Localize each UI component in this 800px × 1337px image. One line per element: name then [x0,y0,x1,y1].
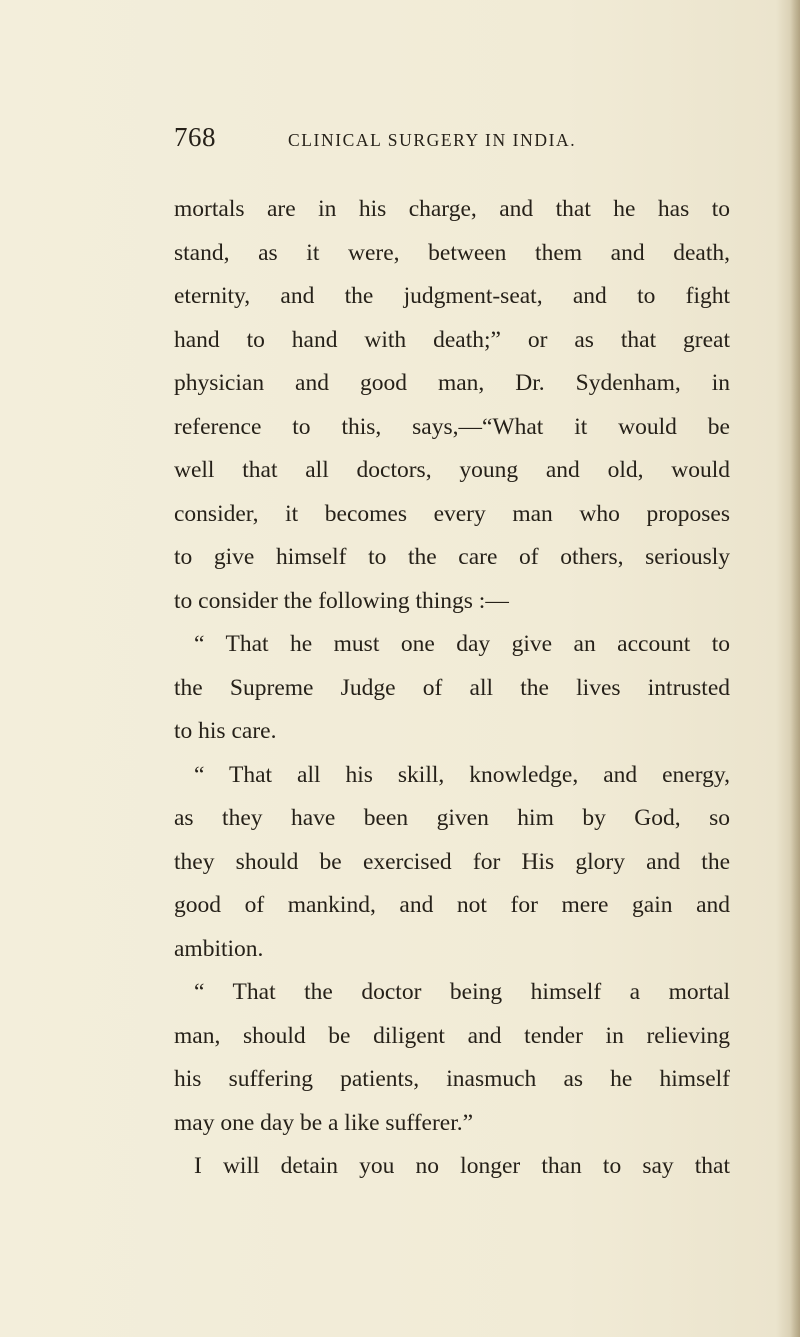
text-line: to consider the following things :— [174,587,509,614]
text-line: stand, as it were, between them and death, [174,239,730,266]
text-line: to his care. [174,718,277,744]
body-text [174,188,730,1189]
page-edge-shadow [790,0,800,1337]
text-line: man, should be diligent and tender in relieving [174,1022,730,1049]
text-line: good of mankind, and not for mere gain and [174,892,730,918]
text-line: to give himself to the care of others, seriously [174,544,730,570]
text-line: mortals are in his charge, and that he has to [174,196,730,222]
text-line: may one day be a like sufferer.” [174,1109,474,1136]
running-head: CLINICAL SURGERY IN INDIA. [288,130,577,150]
page-header [174,122,734,162]
text-line: they should be exercised for His glory and the [174,848,730,875]
text-line: well that all doctors, young and old, would [174,457,730,483]
text-line: ambition. [174,935,264,962]
text-line: hand to hand with death;” or as that great [174,326,730,353]
text-line: physician and good man, Dr. Sydenham, in [174,370,730,396]
text-line: consider, it becomes every man who proposes [174,500,730,527]
text-line: as they have been given him by God, so [174,805,730,831]
text-line: eternity, and the judgment-seat, and to fight [174,283,730,309]
text-line: “ That the doctor being himself a mortal [194,979,730,1005]
text-line: “ That all his skill, knowledge, and energy, [194,761,730,788]
text-line: “ That he must one day give an account to [194,631,730,657]
text-line: the Supreme Judge of all the lives intrusted [174,674,730,701]
text-line: reference to this, says,—“What it would be [174,413,730,440]
text-line: I will detain you no longer than to say that [194,1153,730,1179]
text-line: his suffering patients, inasmuch as he himself [174,1066,730,1092]
page-number: 768 [174,122,216,152]
